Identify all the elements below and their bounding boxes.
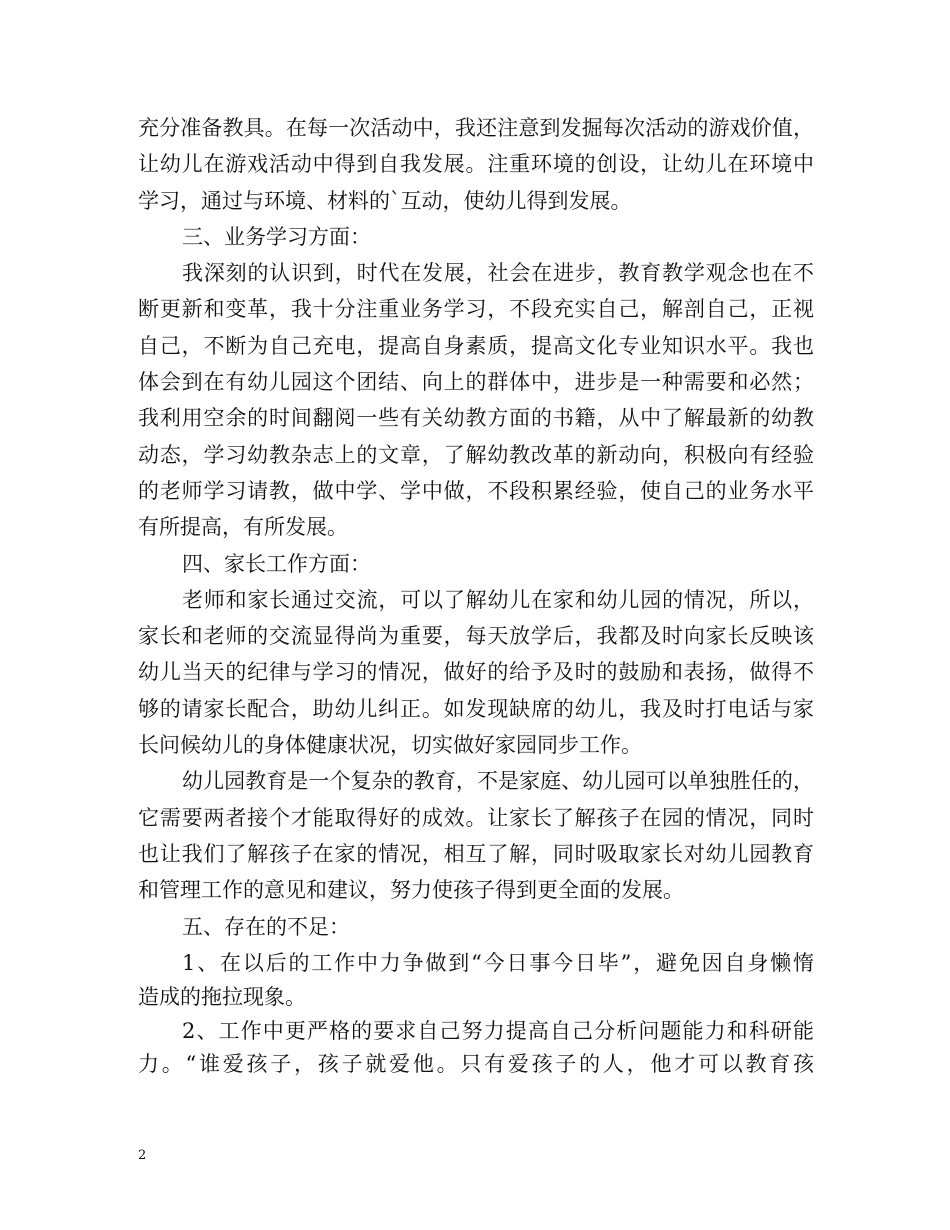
page-number: 2 <box>138 1148 147 1163</box>
section-heading-text: 五、存在的不足： <box>182 914 350 939</box>
text-line: 我利用空余的时间翻阅一些有关幼教方面的书籍，从中了解最新的幼教 <box>138 406 814 431</box>
text-line: 让幼儿在游戏活动中得到自我发展。注重环境的创设，让幼儿在环境中 <box>138 152 814 177</box>
paragraph <box>138 110 814 219</box>
text-line: 力。“谁爱孩子，孩子就爱他。只有爱孩子的人，他才可以教育孩 <box>138 1052 814 1077</box>
section-heading <box>138 219 814 255</box>
text-line: 的老师学习请教，做中学、学中做，不段积累经验，使自己的业务水平 <box>138 478 814 503</box>
text-line: 家长和老师的交流显得尚为重要，每天放学后，我都及时向家长反映该 <box>138 624 814 649</box>
text-line: 老师和家长通过交流，可以了解幼儿在家和幼儿园的情况，所以， <box>182 587 814 612</box>
text-line: 断更新和变革，我十分注重业务学习，不段充实自己，解剖自己，正视 <box>138 297 814 322</box>
text-line: 充分准备教具。在每一次活动中，我还注意到发掘每次活动的游戏价值， <box>138 116 814 140</box>
text-line: 造成的拖拉现象。 <box>138 985 306 1010</box>
text-line: 长问候幼儿的身体健康状况，切实做好家园同步工作。 <box>138 733 642 758</box>
paragraph <box>138 1015 814 1082</box>
document-body <box>138 110 814 1082</box>
text-line: 幼儿当天的纪律与学习的情况，做好的给予及时的鼓励和表扬，做得不 <box>138 660 814 685</box>
paragraph <box>138 945 814 1015</box>
paragraph <box>138 255 814 545</box>
text-line: 1、在以后的工作中力争做到“今日事今日毕”，避免因自身懒惰 <box>182 950 814 975</box>
section-heading <box>138 546 814 582</box>
section-heading-text: 四、家长工作方面： <box>182 551 371 576</box>
text-line: 学习，通过与环境、材料的`互动，使幼儿得到发展。 <box>138 188 632 213</box>
paragraph <box>138 582 814 763</box>
text-line: 动态，学习幼教杂志上的文章，了解幼教改革的新动向，积极向有经验 <box>138 442 814 467</box>
text-line: 也让我们了解孩子在家的情况，相互了解，同时吸取家长对幼儿园教育 <box>138 841 814 866</box>
text-line: 有所提高，有所发展。 <box>138 515 348 540</box>
text-line: 2、工作中更严格的要求自己努力提高自己分析问题能力和科研能 <box>182 1018 814 1043</box>
section-heading-text: 三、业务学习方面： <box>182 224 371 249</box>
text-line: 和管理工作的意见和建议，努力使孩子得到更全面的发展。 <box>138 878 684 903</box>
text-line: 它需要两者接个才能取得好的成效。让家长了解孩子在园的情况，同时 <box>138 805 814 830</box>
text-line: 幼儿园教育是一个复杂的教育，不是家庭、幼儿园可以单独胜任的， <box>182 769 814 794</box>
section-heading <box>138 909 814 945</box>
text-line: 体会到在有幼儿园这个团结、向上的群体中，进步是一种需要和必然； <box>138 370 814 395</box>
text-line: 够的请家长配合，助幼儿纠正。如发现缺席的幼儿，我及时打电话与家 <box>138 696 814 721</box>
text-line: 我深刻的认识到，时代在发展，社会在进步，教育教学观念也在不 <box>182 261 814 286</box>
text-line: 自己，不断为自己充电，提高自身素质，提高文化专业知识水平。我也 <box>138 333 814 358</box>
paragraph <box>138 763 814 908</box>
